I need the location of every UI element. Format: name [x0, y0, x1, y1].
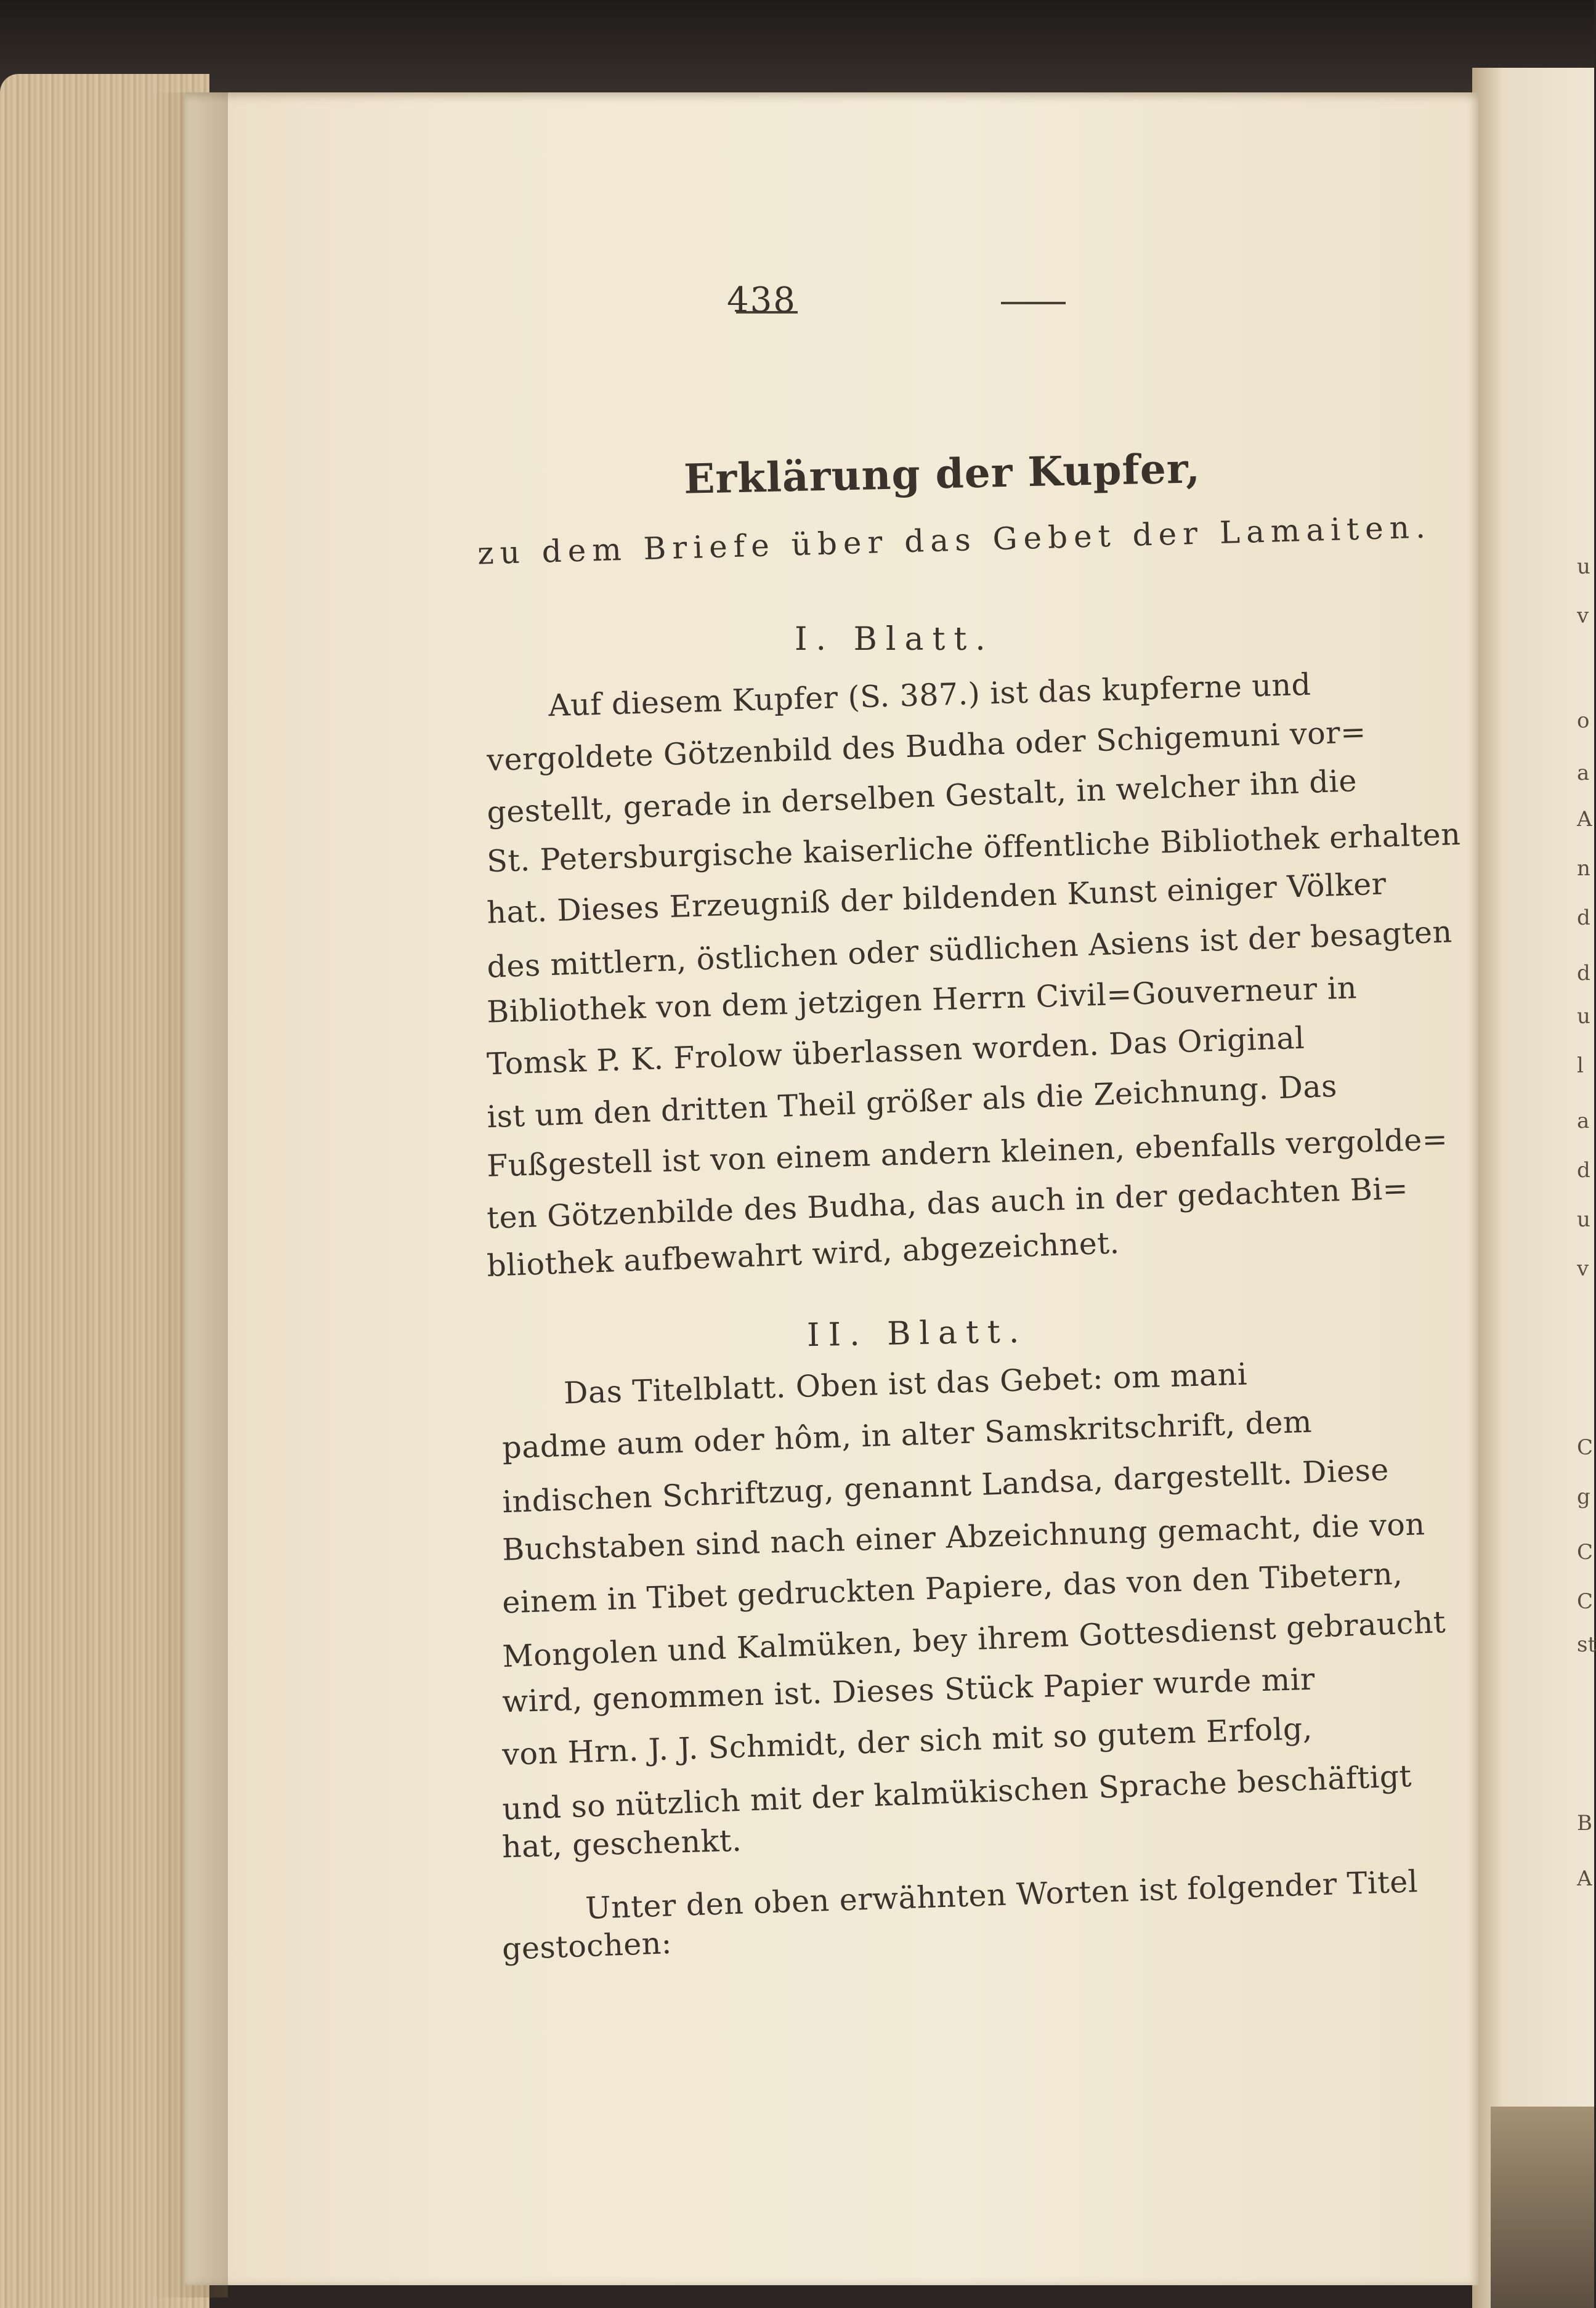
section-2-line: einem in Tibet gedruckten Papiere, das von den Tibetern, [501, 1556, 1403, 1621]
margin-fragment: g [1577, 1484, 1590, 1509]
section-heading-1: I. Blatt. [795, 621, 994, 658]
margin-fragment: n [1577, 856, 1590, 881]
facing-page-edge [1472, 68, 1594, 2308]
margin-fragment: d [1577, 961, 1590, 986]
section-1-line: hat. Dieses Erzeugniß der bildenden Kunst einiger Völker [486, 866, 1387, 931]
section-1-line: Fußgestell ist von einem andern kleinen, ebenfalls vergolde= [486, 1121, 1448, 1184]
gutter-shadow [154, 92, 228, 2298]
dark-background [0, 0, 1594, 105]
margin-fragment: a [1577, 1109, 1590, 1133]
section-1-line: Auf diesem Kupfer (S. 387.) ist das kupferne und [548, 666, 1312, 724]
section-2-line: indischen Schriftzug, genannt Landsa, dargestellt. Diese [501, 1452, 1390, 1520]
margin-fragment: C [1577, 1589, 1594, 1614]
margin-fragment: C [1577, 1435, 1594, 1460]
section-1-line: vergoldete Götzenbild des Budha oder Schigemuni vor= [486, 714, 1367, 778]
page-number: 438 [727, 280, 796, 320]
margin-fragment: u [1577, 1004, 1590, 1029]
section-1-line: Tomsk P. K. Frolow überlassen worden. Das Original [486, 1020, 1305, 1082]
section-2-line: wird, genommen ist. Dieses Stück Papier wurde mir [501, 1661, 1316, 1720]
section-1-line: des mittlern, östlichen oder südlichen Asiens ist der besagten [486, 913, 1453, 985]
page-subtitle: zu dem Briefe über das Gebet der Lamaiten. [477, 509, 1432, 572]
section-1-line: ist um den dritten Theil größer als die Zeichnung. Das [486, 1068, 1338, 1135]
header-dash-right [1001, 302, 1066, 304]
margin-fragment: st [1577, 1632, 1596, 1657]
section-2-line: padme aum oder hôm, in alter Samskritschrift, dem [501, 1404, 1313, 1466]
section-2-line: von Hrn. J. J. Schmidt, der sich mit so gutem Erfolg, [501, 1711, 1313, 1773]
section-1-line: bliothek aufbewahrt wird, abgezeichnet. [486, 1225, 1120, 1284]
margin-fragment: B [1577, 1811, 1592, 1836]
margin-fragment: a [1577, 761, 1590, 785]
section-2-line: hat, geschenkt. [501, 1823, 742, 1865]
margin-fragment: C [1577, 1540, 1594, 1565]
margin-fragment: o [1577, 708, 1590, 733]
section-1-line: Bibliothek von dem jetzigen Herrn Civil=Gouverneur in [486, 970, 1358, 1030]
page-title: Erklärung der Kupfer, [683, 444, 1201, 503]
section-2-line: Das Titelblatt. Oben ist das Gebet: om mani [563, 1356, 1248, 1411]
margin-fragment: l [1577, 1053, 1584, 1078]
margin-fragment: u [1577, 1207, 1590, 1232]
section-1-line: ten Götzenbilde des Budha, das auch in der gedachten Bi= [486, 1170, 1409, 1236]
section-2-line: gestochen: [501, 1925, 673, 1967]
margin-fragment: u [1577, 554, 1590, 579]
margin-fragment: A [1577, 1866, 1592, 1891]
facing-page-shadow [1491, 2107, 1594, 2308]
margin-fragment: d [1577, 1158, 1590, 1183]
margin-fragment: A [1577, 807, 1592, 832]
margin-fragment: v [1577, 1257, 1589, 1281]
margin-fragment: v [1577, 604, 1589, 628]
section-2-line: Buchstaben sind nach einer Abzeichnung gemacht, die von [501, 1507, 1426, 1568]
margin-fragment: d [1577, 905, 1590, 930]
section-heading-2: II. Blatt. [806, 1313, 1028, 1354]
section-1-line: gestellt, gerade in derselben Gestalt, in welcher ihn die [486, 763, 1358, 830]
section-2-line: Mongolen und Kalmüken, bey ihrem Gottesdienst gebraucht [501, 1604, 1447, 1675]
section-2-line: Unter den oben erwähnten Worten ist folgender Titel [585, 1864, 1419, 1926]
section-2-line: und so nützlich mit der kalmükischen Sprache beschäftigt [501, 1758, 1412, 1828]
section-1-line: St. Petersburgische kaiserliche öffentliche Bibliothek erhalten [486, 816, 1462, 879]
